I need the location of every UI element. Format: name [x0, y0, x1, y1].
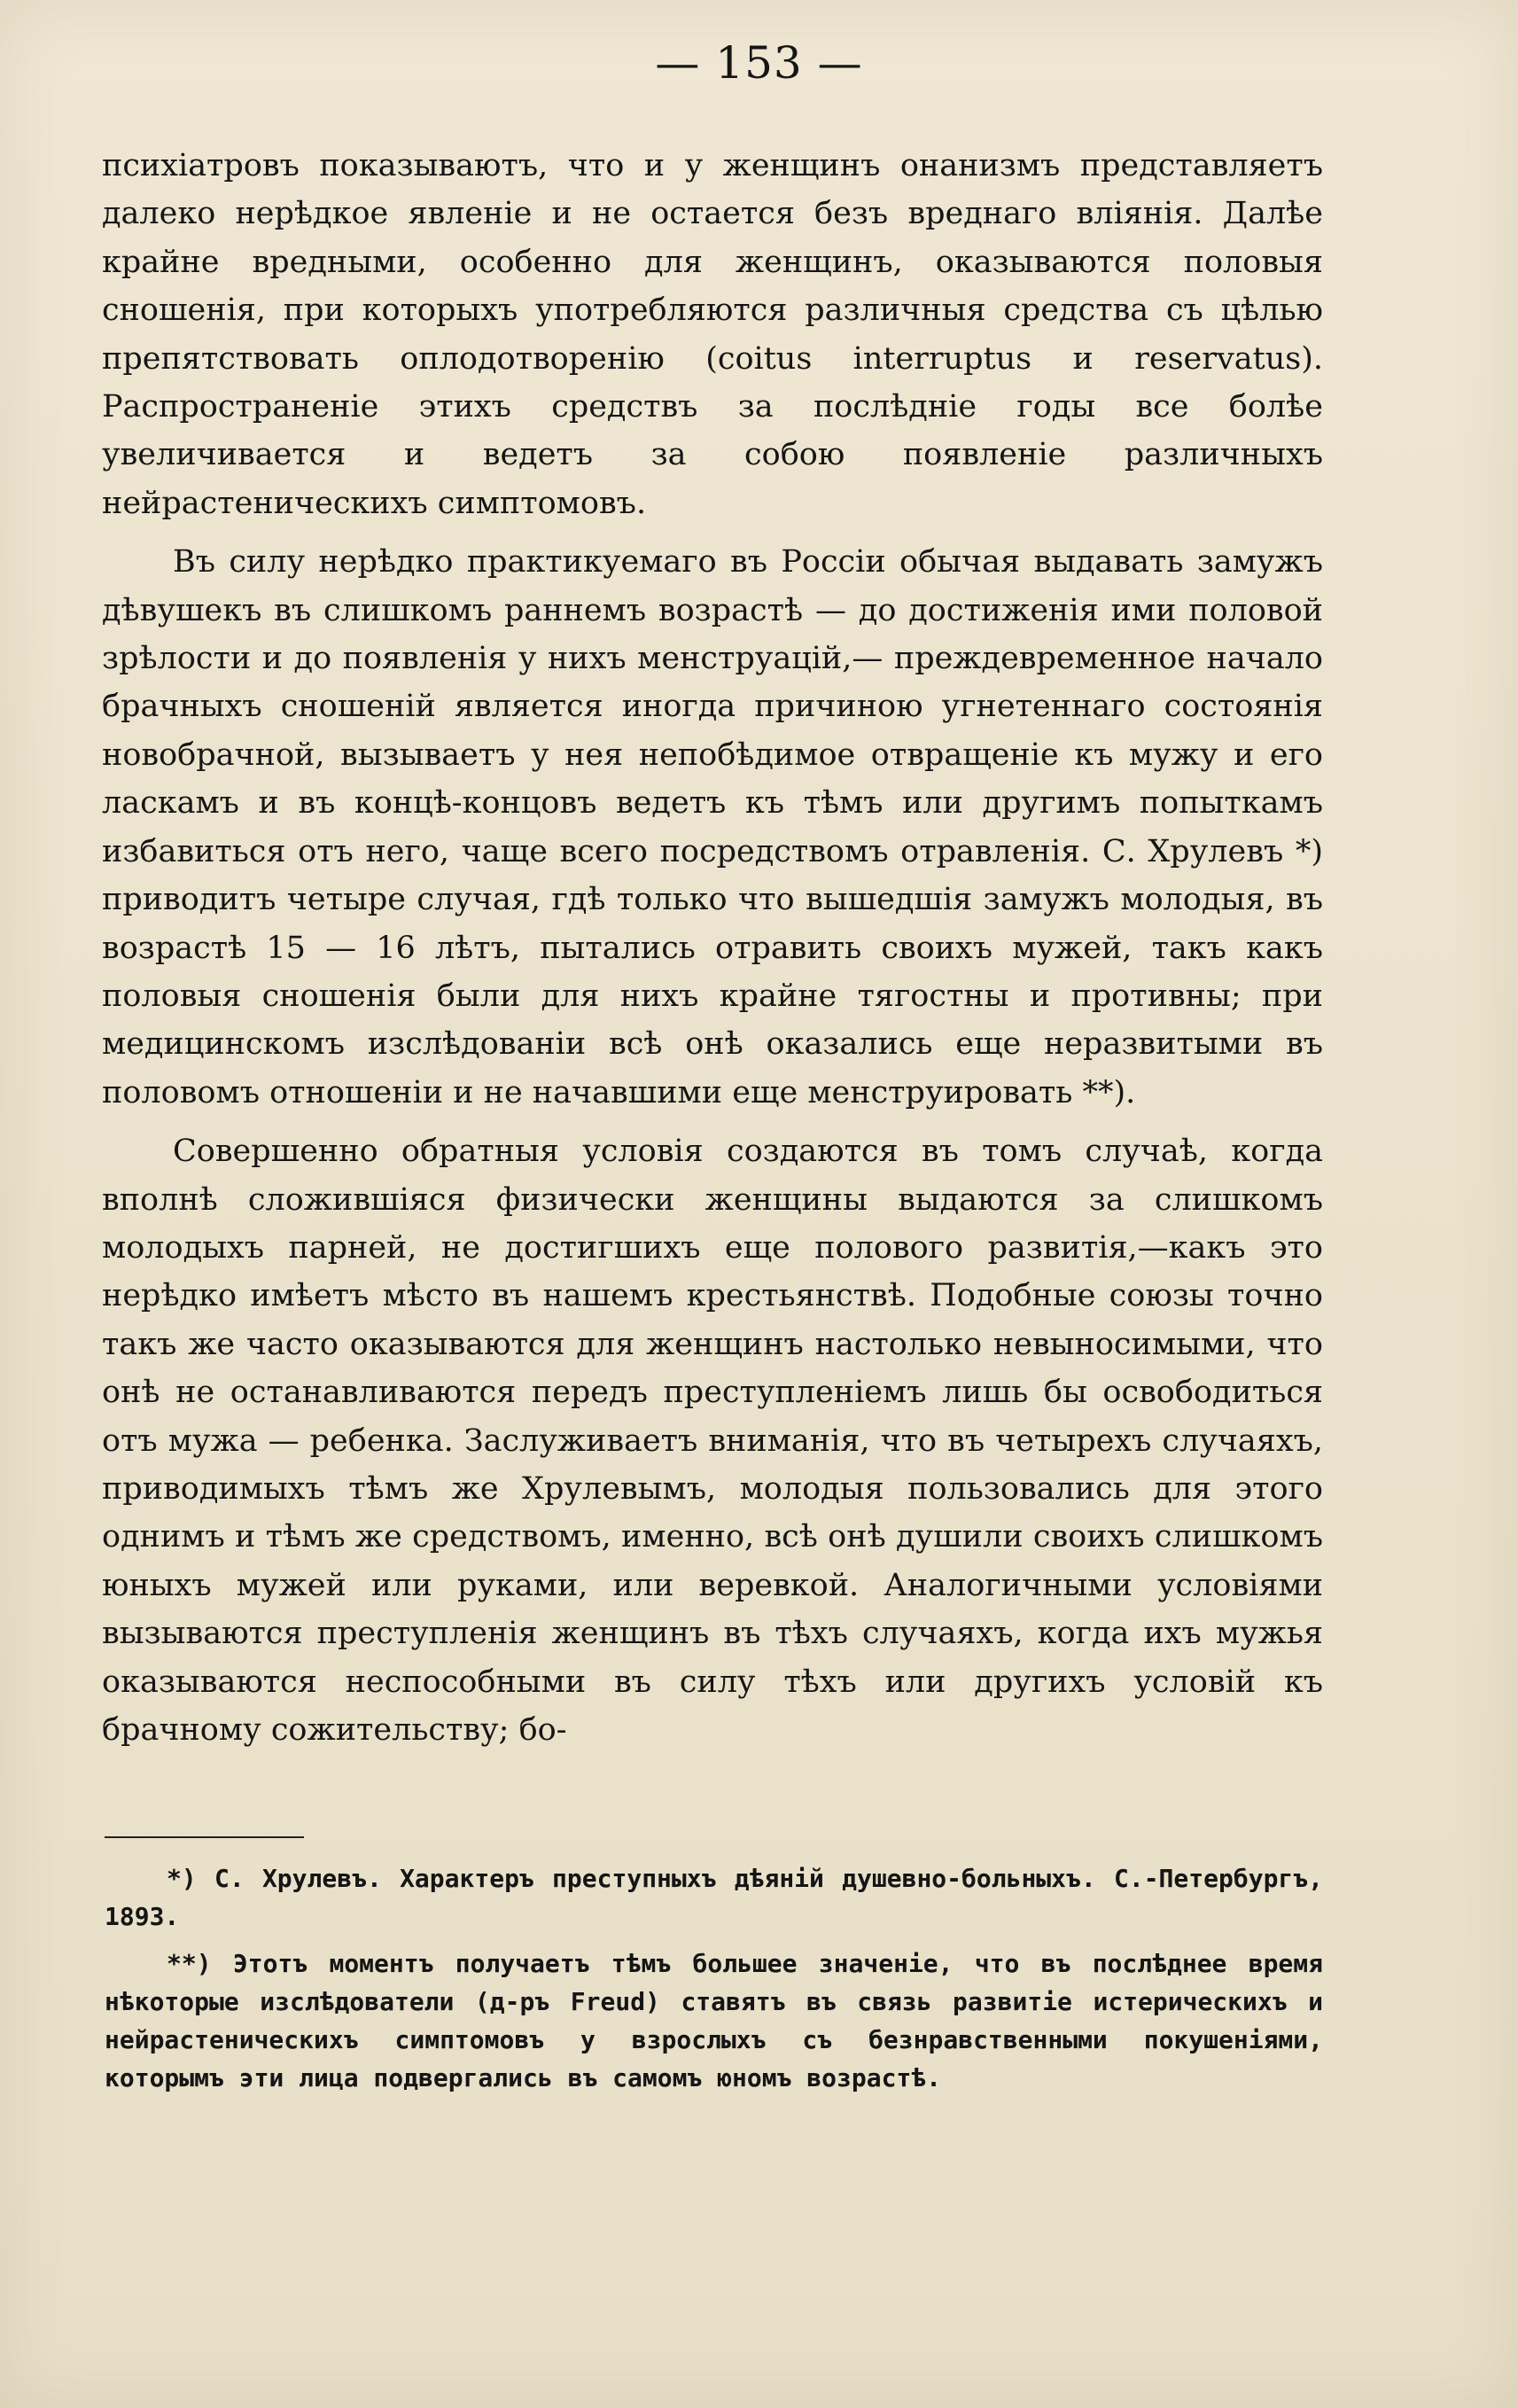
paragraph-2: Въ силу нерѣдко практикуемаго въ Россіи обычая выдавать замужъ дѣвушекъ въ слишкомъ раннемъ возрастѣ — до достиженія ими половой зрѣлости и до появленія у нихъ менструацій,— преждевременное начало брачныхъ сношеній является иногда причиною угнетеннаго состоянія новобрачной, вызываетъ у нея непобѣдимое отвращеніе къ мужу и его ласкамъ и въ концѣ-концовъ ведетъ къ тѣмъ или другимъ попыткамъ избавиться отъ него, чаще всего посредствомъ отравленія. С. Хрулевъ *) приводитъ четыре случая, гдѣ только что вышедшія замужъ молодыя, въ возрастѣ 15 — 16 лѣтъ, пытались отравить своихъ мужей, такъ какъ половыя сношенія были для нихъ крайне тягостны и противны; при медицинскомъ изслѣдованіи всѣ онѣ оказались еще неразвитыми въ половомъ отношеніи и не начавшими еще менструировать **).: [102, 544, 1323, 1110]
footnote-divider: [105, 1836, 304, 1838]
footnote-2: **) Этотъ моментъ получаетъ тѣмъ большее значеніе, что въ послѣднее время нѣкоторые изслѣдователи (д-ръ Freud) ставятъ въ связь развитіе истерическихъ и нейрастеническихъ симптомовъ у взрослыхъ съ безнравственными покушеніями, которымъ эти лица подвергались въ самомъ юномъ возрастѣ.: [105, 1949, 1323, 2092]
paragraph-3: Совершенно обратныя условія создаются въ томъ случаѣ, когда вполнѣ сложившіяся физически женщины выдаются за слишкомъ молодыхъ парней, не достигшихъ еще полового развитія,—какъ это нерѣдко имѣетъ мѣсто въ нашемъ крестьянствѣ. Подобные союзы точно такъ же часто оказываются для женщинъ настолько невыносимыми, что онѣ не останавливаются передъ преступленіемъ лишь бы освободиться отъ мужа — ребенка. Заслуживаетъ вниманія, что въ четырехъ случаяхъ, приводимыхъ тѣмъ же Хрулевымъ, молодыя пользовались для этого однимъ и тѣмъ же средствомъ, именно, всѣ онѣ душили своихъ слишкомъ юныхъ мужей или руками, или веревкой. Аналогичными условіями вызываются преступленія женщинъ въ тѣхъ случаяхъ, когда ихъ мужья оказываются неспособными въ силу тѣхъ или другихъ условій къ брачному сожительству; бо-: [102, 1134, 1323, 1748]
footnote-1: *) С. Хрулевъ. Характеръ преступныхъ дѣяній душевно-больныхъ. С.-Петербургъ, 1893.: [105, 1864, 1323, 1931]
main-text: [102, 142, 1323, 1754]
page-number: — 153 —: [655, 37, 863, 89]
footnotes: [105, 1859, 1323, 2106]
paragraph-1: психіатровъ показываютъ, что и у женщинъ онанизмъ представляетъ далеко нерѣдкое явленіе и не остается безъ вреднаго вліянія. Далѣе крайне вредными, особенно для женщинъ, оказываются половыя сношенія, при которыхъ употребляются различныя средства съ цѣлью препятствовать оплодотворенію (coitus interruptus и reservatus). Распространеніе этихъ средствъ за послѣдніе годы все болѣе увеличивается и ведетъ за собою появленіе различныхъ нейрастеническихъ симптомовъ.: [102, 148, 1323, 521]
